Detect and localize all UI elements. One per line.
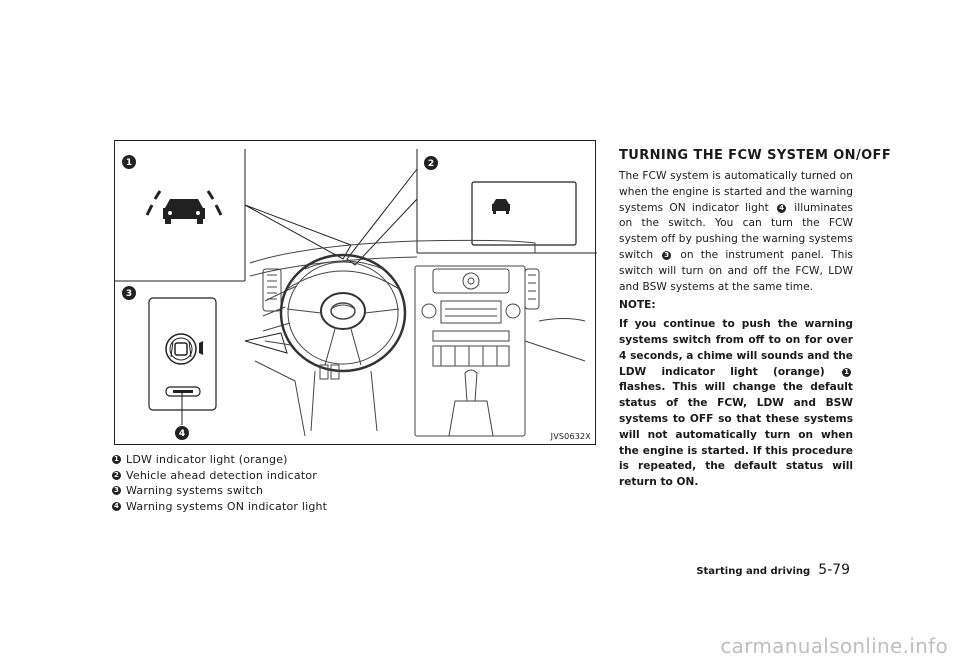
marker-4-label: 4: [178, 429, 186, 439]
callout-number: 4: [113, 501, 120, 510]
footer-section-title: Starting and driving: [696, 566, 811, 577]
callout-item: [112, 452, 327, 468]
dashboard-illustration: [115, 141, 597, 446]
note-text-a: If you continue to push the warning systems switch from off to on for over 4 seconds, a chime will sounds and the LDW indicator light (orange): [619, 318, 853, 378]
callout-item: [112, 483, 327, 499]
section-heading: TURNING THE FCW SYSTEM ON/OFF: [619, 148, 892, 163]
callout-item: [112, 468, 327, 484]
callout-label: Vehicle ahead detection indicator: [126, 468, 318, 482]
inline-ref-3: 3: [662, 251, 671, 260]
dashboard-figure: [114, 140, 596, 445]
marker-1-label: 1: [125, 158, 133, 168]
callout-label: LDW indicator light (orange): [126, 453, 288, 466]
marker-3-label: 3: [125, 289, 133, 299]
intro-text-b: illuminates on the switch. You can turn the FCW system off by pushing the warning systems switch: [619, 201, 854, 261]
marker-2: [424, 156, 438, 170]
callout-label: Warning systems switch: [126, 484, 264, 497]
marker-4: [175, 426, 189, 440]
callout-label: Warning systems ON indicator light: [126, 499, 328, 513]
callout-number: 2: [113, 470, 120, 479]
vehicle-ahead-indicator-icon: [472, 182, 576, 245]
ldw-icon: [147, 191, 221, 224]
marker-1: [122, 155, 136, 169]
page-footer: [696, 562, 850, 578]
intro-text-a: The FCW system is automatically turned on when the engine is started and the warning systems ON indicator light: [619, 170, 853, 214]
watermark: carmanualsonline.info: [720, 634, 948, 658]
page-number: 5-79: [818, 562, 850, 578]
callout-number: 3: [113, 486, 120, 495]
note-paragraph: [619, 317, 853, 491]
marker-2-label: 2: [427, 159, 435, 169]
marker-3: [122, 286, 136, 300]
callout-list: [112, 452, 327, 514]
intro-paragraph: [619, 169, 853, 295]
inline-ref-1: 1: [842, 368, 851, 377]
inline-ref-4: 4: [777, 204, 786, 213]
dashboard-drawing: [250, 240, 585, 436]
figure-code: JVS0632X: [550, 432, 591, 441]
section-text: [619, 148, 892, 491]
note-text-b: flashes. This will change the default status of the FCW, LDW and BSW systems to OFF so that these systems will not automatically turn on when the engine is started. If this procedure is repeated, the default status will return to ON.: [619, 381, 853, 489]
callout-item: [112, 499, 327, 515]
intro-text-c: on the instrument panel. This switch will turn on and off the FCW, LDW and BSW systems at the same time.: [619, 248, 854, 293]
callout-number: 1: [113, 455, 120, 464]
note-label: NOTE:: [619, 299, 656, 312]
